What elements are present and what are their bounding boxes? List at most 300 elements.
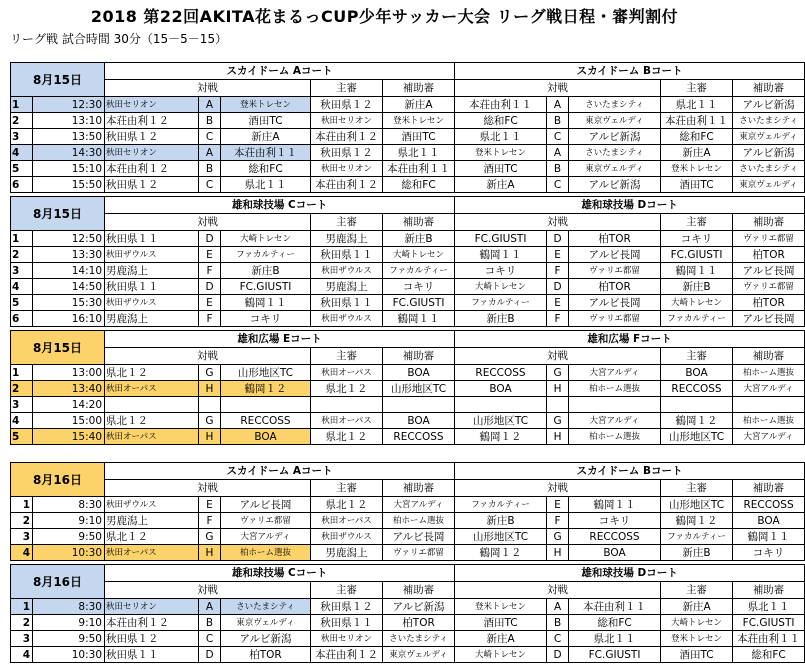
match-number: 3 [11, 397, 33, 413]
team-2: 鶴岡１１ [221, 295, 311, 311]
group-letter: C [547, 129, 569, 145]
team-2 [569, 397, 661, 413]
team-1: 秋田県１１ [105, 231, 199, 247]
kickoff-time: 12:30 [33, 97, 105, 113]
team-2 [221, 397, 311, 413]
group-letter: A [547, 97, 569, 113]
assistant-referee: 県北１１ [383, 145, 455, 161]
assistant-referee: さいたまシティ [733, 113, 805, 129]
group-letter: E [547, 497, 569, 513]
group-letter: D [199, 231, 221, 247]
court-name-left: 雄和球技場 Cコート [105, 197, 455, 214]
team-1: 大崎トレセン [455, 279, 547, 295]
assistant-referee: 鶴岡１１ [733, 529, 805, 545]
table-row [11, 231, 805, 247]
kickoff-time: 14:50 [33, 279, 105, 295]
table-row [11, 263, 805, 279]
team-2: ファカルティー [221, 247, 311, 263]
assistant-referee: 本荘由利１１ [383, 161, 455, 177]
page-title: 2018 第22回AKITA花まるっCUP少年サッカー大会 リーグ戦日程・審判割付 [90, 7, 679, 26]
team-1: 秋田ザウルス [105, 295, 199, 311]
court-name-left: 雄和広場 Eコート [105, 331, 455, 348]
match-number: 4 [11, 279, 33, 295]
team-1: 秋田県１１ [105, 647, 199, 663]
date-label: 8月15日 [11, 63, 105, 97]
schedule-table [10, 196, 805, 327]
team-1: 県北１２ [105, 529, 199, 545]
group-letter: H [547, 429, 569, 445]
team-2: BOA [569, 545, 661, 561]
team-2: 山形地区TC [221, 365, 311, 381]
table-row [11, 113, 805, 129]
assistant-referee: アルビ長岡 [733, 311, 805, 327]
team-2: 東京ヴェルディ [569, 161, 661, 177]
team-1: 本荘由利１２ [105, 161, 199, 177]
main-referee: 県北１２ [311, 381, 383, 397]
team-1: 山形地区TC [455, 413, 547, 429]
team-1 [105, 397, 199, 413]
team-1: 秋田オーパス [105, 381, 199, 397]
team-2: ヴァリエ都留 [569, 311, 661, 327]
assistant-referee: アルビ長岡 [733, 263, 805, 279]
court-name-right: 雄和球技場 Dコート [455, 197, 805, 214]
assistant-referee: さいたまシティ [733, 161, 805, 177]
assistant-referee: 総和FC [733, 647, 805, 663]
column-header-shushin: 主審 [661, 582, 733, 599]
assistant-referee: 東京ヴェルディ [733, 129, 805, 145]
column-header-taisen: 対戦 [105, 480, 311, 497]
column-header-shushin: 主審 [311, 480, 383, 497]
kickoff-time: 9:10 [33, 615, 105, 631]
assistant-referee: FC.GIUSTI [383, 295, 455, 311]
team-1: 新庄B [455, 513, 547, 529]
team-2: さいたまシティ [221, 599, 311, 615]
column-header-hojo: 補助審 [733, 348, 805, 365]
schedule-table [10, 462, 805, 561]
assistant-referee: ヴァリエ都留 [733, 231, 805, 247]
match-number: 6 [11, 177, 33, 193]
team-1: 本荘由利１２ [105, 113, 199, 129]
team-1: 登米トレセン [455, 145, 547, 161]
column-header-hojo: 補助審 [733, 214, 805, 231]
team-2: 新庄A [221, 129, 311, 145]
column-header-hojo: 補助審 [383, 214, 455, 231]
kickoff-time: 13:30 [33, 247, 105, 263]
team-1: 新庄B [455, 311, 547, 327]
group-letter: A [199, 145, 221, 161]
main-referee: 秋田セリオン [311, 113, 383, 129]
assistant-referee: 登米トレセン [383, 113, 455, 129]
table-row [11, 647, 805, 663]
kickoff-time: 13:50 [33, 129, 105, 145]
main-referee: 秋田県１２ [311, 145, 383, 161]
column-header-shushin: 主審 [311, 582, 383, 599]
team-1: 大崎トレセン [455, 647, 547, 663]
team-1: 秋田県１２ [105, 177, 199, 193]
group-letter: G [547, 365, 569, 381]
team-1: 本荘由利１１ [455, 97, 547, 113]
team-2: FC.GIUSTI [221, 279, 311, 295]
main-referee: 鶴岡１２ [661, 413, 733, 429]
group-letter: C [199, 129, 221, 145]
match-number: 2 [11, 513, 33, 529]
table-row [11, 599, 805, 615]
main-referee: 本荘由利１１ [661, 113, 733, 129]
main-referee: 秋田県１１ [311, 615, 383, 631]
team-2: 柏TOR [569, 231, 661, 247]
team-1: 男鹿潟上 [105, 513, 199, 529]
team-1: 新庄A [455, 631, 547, 647]
kickoff-time: 15:50 [33, 177, 105, 193]
assistant-referee: 東京ヴェルディ [733, 177, 805, 193]
main-referee: 秋田県１２ [311, 599, 383, 615]
group-letter: G [547, 529, 569, 545]
group-letter: E [547, 295, 569, 311]
assistant-referee: さいたまシティ [383, 631, 455, 647]
column-header-hojo: 補助審 [383, 480, 455, 497]
team-1: コキリ [455, 263, 547, 279]
kickoff-time: 9:50 [33, 631, 105, 647]
assistant-referee: BOA [383, 413, 455, 429]
column-header-taisen: 対戦 [455, 582, 661, 599]
kickoff-time: 14:20 [33, 397, 105, 413]
column-header-hojo: 補助審 [383, 80, 455, 97]
group-letter: H [199, 429, 221, 445]
schedule-table [10, 564, 805, 663]
group-letter: D [547, 231, 569, 247]
main-referee: 鶴岡１２ [661, 513, 733, 529]
match-number: 1 [11, 97, 33, 113]
table-row [11, 381, 805, 397]
match-number: 1 [11, 497, 33, 513]
team-2: ヴァリエ都留 [221, 513, 311, 529]
main-referee: コキリ [661, 231, 733, 247]
team-2: RECCOSS [221, 413, 311, 429]
assistant-referee: 総和FC [383, 177, 455, 193]
assistant-referee: コキリ [383, 279, 455, 295]
main-referee: 総和FC [661, 129, 733, 145]
group-letter: C [199, 631, 221, 647]
team-2: 登米トレセン [221, 97, 311, 113]
match-time-note: リーグ戦 試合時間 30分（15－5－15） [10, 32, 228, 46]
court-name-right: 雄和広場 Fコート [455, 331, 805, 348]
assistant-referee: 本荘由利１１ [733, 631, 805, 647]
team-1: BOA [455, 381, 547, 397]
table-row [11, 129, 805, 145]
main-referee: 秋田県１１ [311, 295, 383, 311]
team-2: FC.GIUSTI [569, 647, 661, 663]
assistant-referee: 大宮アルディ [733, 381, 805, 397]
table-row [11, 631, 805, 647]
team-2: さいたまシティ [569, 97, 661, 113]
match-number: 4 [11, 413, 33, 429]
match-number: 4 [11, 647, 33, 663]
group-letter: D [199, 647, 221, 663]
match-number: 2 [11, 247, 33, 263]
team-1: 鶴岡１１ [455, 247, 547, 263]
main-referee: FC.GIUSTI [661, 247, 733, 263]
court-name-right: スカイドーム Bコート [455, 63, 805, 80]
match-number: 5 [11, 161, 33, 177]
team-2: 東京ヴェルディ [221, 615, 311, 631]
group-letter: A [199, 97, 221, 113]
group-letter: F [199, 263, 221, 279]
match-number: 3 [11, 129, 33, 145]
assistant-referee: FC.GIUSTI [733, 615, 805, 631]
group-letter: E [199, 497, 221, 513]
main-referee: 新庄A [661, 599, 733, 615]
team-2: 新庄B [221, 263, 311, 279]
date-label: 8月16日 [11, 565, 105, 599]
column-header-taisen: 対戦 [105, 582, 311, 599]
kickoff-time: 9:10 [33, 513, 105, 529]
match-number: 4 [11, 545, 33, 561]
column-header-taisen: 対戦 [455, 80, 661, 97]
main-referee: 山形地区TC [661, 429, 733, 445]
assistant-referee [733, 397, 805, 413]
kickoff-time: 15:30 [33, 295, 105, 311]
column-header-taisen: 対戦 [455, 480, 661, 497]
team-2: 東京ヴェルディ [569, 113, 661, 129]
column-header-taisen: 対戦 [455, 348, 661, 365]
group-letter: B [199, 161, 221, 177]
team-2: ヴァリエ都留 [569, 263, 661, 279]
assistant-referee: 鶴岡１１ [383, 311, 455, 327]
team-1: 秋田県１２ [105, 631, 199, 647]
group-letter: A [199, 599, 221, 615]
assistant-referee: アルビ新潟 [733, 145, 805, 161]
kickoff-time: 8:30 [33, 497, 105, 513]
team-1: 新庄A [455, 177, 547, 193]
team-1: 秋田ザウルス [105, 247, 199, 263]
table-row [11, 295, 805, 311]
team-1: 男鹿潟上 [105, 311, 199, 327]
kickoff-time: 14:10 [33, 263, 105, 279]
team-1: 男鹿潟上 [105, 263, 199, 279]
team-1: 秋田セリオン [105, 97, 199, 113]
group-letter: C [547, 177, 569, 193]
team-1: 総和FC [455, 113, 547, 129]
main-referee: 県北１２ [311, 497, 383, 513]
group-letter: B [199, 615, 221, 631]
assistant-referee: ヴァリエ都留 [383, 545, 455, 561]
team-1: 本荘由利１２ [105, 615, 199, 631]
team-1: 酒田TC [455, 615, 547, 631]
group-letter: F [547, 263, 569, 279]
kickoff-time: 16:10 [33, 311, 105, 327]
match-number: 1 [11, 365, 33, 381]
assistant-referee: 新庄A [383, 97, 455, 113]
team-2: 本荘由利１１ [569, 599, 661, 615]
main-referee: 鶴岡１１ [661, 263, 733, 279]
match-number: 6 [11, 311, 33, 327]
date-label: 8月16日 [11, 463, 105, 497]
main-referee [311, 397, 383, 413]
schedule-block [10, 62, 798, 193]
team-1: 県北１２ [105, 413, 199, 429]
main-referee: ファカルティー [661, 529, 733, 545]
team-2: 県北１１ [569, 631, 661, 647]
main-referee: 大崎トレセン [661, 615, 733, 631]
group-letter: C [547, 631, 569, 647]
table-row [11, 497, 805, 513]
kickoff-time: 13:00 [33, 365, 105, 381]
team-1: 秋田オーパス [105, 429, 199, 445]
column-header-taisen: 対戦 [455, 214, 661, 231]
main-referee: 新庄A [661, 145, 733, 161]
match-number: 2 [11, 615, 33, 631]
assistant-referee: 柏ホーム選抜 [733, 413, 805, 429]
team-2: 酒田TC [221, 113, 311, 129]
kickoff-time: 13:10 [33, 113, 105, 129]
main-referee [661, 397, 733, 413]
date-label: 8月15日 [11, 197, 105, 231]
schedule-block [10, 330, 795, 445]
group-letter: H [199, 545, 221, 561]
kickoff-time: 13:40 [33, 381, 105, 397]
group-letter: F [199, 311, 221, 327]
team-2: アルビ長岡 [569, 295, 661, 311]
group-letter [547, 397, 569, 413]
group-letter: E [199, 247, 221, 263]
assistant-referee: 酒田TC [383, 129, 455, 145]
team-2: 県北１１ [221, 177, 311, 193]
assistant-referee: 柏TOR [733, 247, 805, 263]
court-name-right: 雄和球技場 Dコート [455, 565, 805, 582]
column-header-shushin: 主審 [661, 80, 733, 97]
group-letter: B [547, 113, 569, 129]
team-1: 秋田ザウルス [105, 497, 199, 513]
team-2: 柏ホーム選抜 [569, 429, 661, 445]
main-referee: ファカルティー [661, 311, 733, 327]
kickoff-time: 12:50 [33, 231, 105, 247]
team-2: アルビ長岡 [221, 497, 311, 513]
assistant-referee: BOA [383, 365, 455, 381]
table-row [11, 429, 805, 445]
team-1: 秋田県１２ [105, 129, 199, 145]
main-referee: 登米トレセン [661, 161, 733, 177]
team-2: 大宮アルディ [569, 365, 661, 381]
team-2: 大宮アルディ [221, 529, 311, 545]
column-header-taisen: 対戦 [105, 214, 311, 231]
team-2: 総和FC [569, 615, 661, 631]
column-header-hojo: 補助審 [383, 582, 455, 599]
date-label: 8月15日 [11, 331, 105, 365]
table-row [11, 161, 805, 177]
assistant-referee: アルビ新潟 [733, 97, 805, 113]
team-2: コキリ [569, 513, 661, 529]
court-name-left: スカイドーム Aコート [105, 463, 455, 480]
match-number: 2 [11, 113, 33, 129]
team-1 [455, 397, 547, 413]
team-1: 秋田セリオン [105, 145, 199, 161]
team-1: 酒田TC [455, 161, 547, 177]
main-referee: 登米トレセン [661, 631, 733, 647]
main-referee: 秋田ザウルス [311, 263, 383, 279]
main-referee: 酒田TC [661, 647, 733, 663]
team-2: 柏ホーム選抜 [569, 381, 661, 397]
match-number: 3 [11, 263, 33, 279]
match-number: 5 [11, 429, 33, 445]
group-letter: D [547, 647, 569, 663]
table-row [11, 545, 805, 561]
main-referee: 県北１２ [311, 429, 383, 445]
assistant-referee: 県北１１ [733, 599, 805, 615]
table-row [11, 97, 805, 113]
table-row [11, 413, 805, 429]
schedule-table [10, 330, 805, 445]
team-2: 本荘由利１１ [221, 145, 311, 161]
match-number: 1 [11, 599, 33, 615]
main-referee: 男鹿潟上 [311, 545, 383, 561]
kickoff-time: 15:00 [33, 413, 105, 429]
table-row [11, 311, 805, 327]
team-2: さいたまシティ [569, 145, 661, 161]
team-2: RECCOSS [569, 529, 661, 545]
group-letter: E [547, 247, 569, 263]
main-referee: BOA [661, 365, 733, 381]
team-2: 柏ホーム選抜 [221, 545, 311, 561]
group-letter: H [547, 545, 569, 561]
assistant-referee: 柏TOR [733, 295, 805, 311]
group-letter: G [199, 529, 221, 545]
match-number: 5 [11, 295, 33, 311]
team-1: 山形地区TC [455, 529, 547, 545]
team-1: 県北１１ [455, 129, 547, 145]
main-referee: 本荘由利１２ [311, 177, 383, 193]
group-letter: G [547, 413, 569, 429]
group-letter: B [547, 161, 569, 177]
table-row [11, 365, 805, 381]
column-header-shushin: 主審 [311, 214, 383, 231]
assistant-referee: 柏TOR [383, 615, 455, 631]
match-number: 1 [11, 231, 33, 247]
main-referee: 男鹿潟上 [311, 279, 383, 295]
assistant-referee: 柏ホーム選抜 [733, 365, 805, 381]
team-2: 大宮アルディ [569, 413, 661, 429]
match-number: 4 [11, 145, 33, 161]
table-row [11, 529, 805, 545]
main-referee: 山形地区TC [661, 497, 733, 513]
schedule-block [10, 564, 801, 663]
main-referee: 県北１１ [661, 97, 733, 113]
column-header-shushin: 主審 [311, 80, 383, 97]
column-header-hojo: 補助審 [733, 80, 805, 97]
group-letter: H [199, 381, 221, 397]
team-2: 大崎トレセン [221, 231, 311, 247]
main-referee: 秋田ザウルス [311, 529, 383, 545]
team-2: アルビ長岡 [569, 247, 661, 263]
table-row [11, 279, 805, 295]
main-referee: 新庄B [661, 279, 733, 295]
schedule-table [10, 62, 805, 193]
group-letter: F [199, 513, 221, 529]
team-1: 登米トレセン [455, 599, 547, 615]
main-referee: 大崎トレセン [661, 295, 733, 311]
team-2: 鶴岡１２ [221, 381, 311, 397]
group-letter: E [199, 295, 221, 311]
match-number: 2 [11, 381, 33, 397]
column-header-hojo: 補助審 [733, 582, 805, 599]
assistant-referee: コキリ [733, 545, 805, 561]
assistant-referee: RECCOSS [733, 497, 805, 513]
team-2: アルビ新潟 [569, 129, 661, 145]
group-letter: D [199, 279, 221, 295]
table-row [11, 513, 805, 529]
team-2: アルビ新潟 [221, 631, 311, 647]
group-letter: A [547, 599, 569, 615]
group-letter: A [547, 145, 569, 161]
